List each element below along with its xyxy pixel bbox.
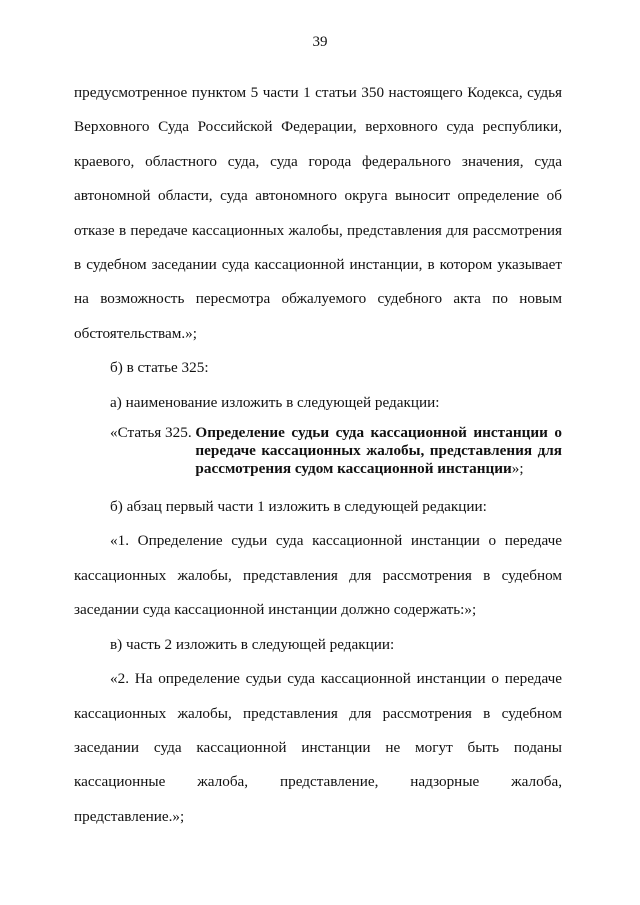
paragraph-quote-1: «1. Определение судьи суда кассационной инстанции о передаче кассационных жалобы, представления для рассмотрения в судебном заседании суда кассационной инстанции должно содержать:»; [74, 532, 562, 619]
paragraph-subitem-b2: б) абзац первый части 1 изложить в следующей редакции: [110, 498, 487, 516]
paragraph-subitem-a: а) наименование изложить в следующей редакции: [110, 393, 440, 411]
paragraph-subitem-b: б) в статье 325: [110, 359, 209, 377]
article-heading-lead: «Статья 325. [110, 424, 196, 442]
document-body [74, 76, 562, 834]
article-heading [110, 424, 562, 478]
article-heading-title [195, 424, 562, 478]
paragraph-subitem-v: в) часть 2 изложить в следующей редакции: [110, 635, 395, 653]
article-heading-tail: »; [511, 460, 524, 478]
paragraph-quote-2: «2. На определение судьи суда кассационной инстанции о передаче кассационных жалобы, представления для рассмотрения в судебном заседании суда кассационной инстанции не могут быть поданы кассационные жалоба, представление, надзорные жалоба, представление.»; [74, 670, 562, 825]
page-number: 39 [312, 34, 328, 50]
article-heading-title-text: Определение судьи суда кассационной инстанции о передаче кассационных жалобы, представления для рассмотрения судом кассационной инстанции [195, 424, 562, 478]
paragraph-continuation: предусмотренное пунктом 5 части 1 статьи 350 настоящего Кодекса, судья Верховного Суда Российской Федерации, верховного суда республики, краевого, областного суда, суда города федерального значения, суда автономной области, суда автономного округа выносит определение об отказе в передаче кассационных жалобы, представления для рассмотрения в судебном заседании суда кассационной инстанции, в котором указывает на возможность пересмотра обжалуемого судебного акта по новым обстоятельствам.»; [74, 84, 562, 342]
